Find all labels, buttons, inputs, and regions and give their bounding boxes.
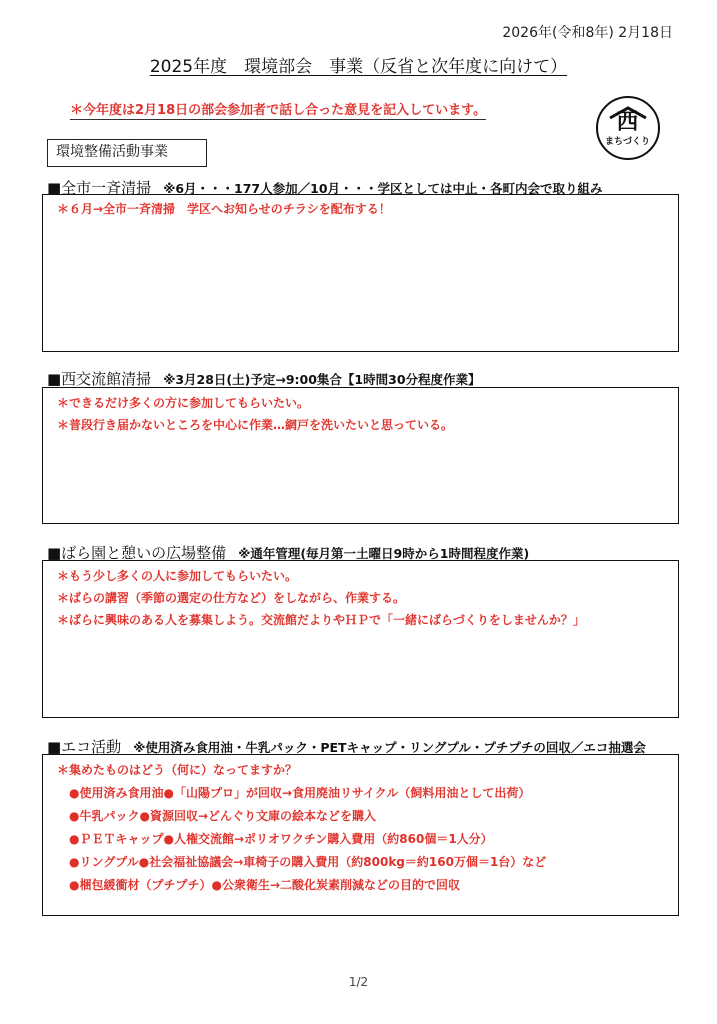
section-note: ※6月・・・177人参加／10月・・・学区としては中止・各町内会で取り組み	[163, 181, 603, 196]
category-label: 環境整備活動事業	[47, 139, 207, 167]
section-name: ■全市一斉清掃	[47, 179, 152, 197]
comment-line: ＊普段行き届かないところを中心に作業…網戸を洗いたいと思っている。	[57, 418, 454, 432]
comment-line: ●牛乳パック●資源回収→どんぐり文庫の絵本などを購入	[69, 809, 376, 823]
comment-line: ＊集めたものはどう（何に）なってますか？	[57, 763, 298, 777]
logo-character: 西	[616, 110, 639, 135]
section-name: ■西交流館清掃	[47, 370, 152, 388]
comment-line: ＊ばらに興味のある人を募集しよう。交流館だよりやＨＰで「一緒にばらづくりをしませんか？」	[57, 613, 585, 627]
section-name: ■ばら園と憩いの広場整備	[47, 544, 227, 562]
comment-line: ●使用済み食用油●「山陽プロ」が回収→食用廃油リサイクル（飼料用油として出荷）	[69, 786, 531, 800]
section-box-eco	[42, 754, 679, 916]
section-note: ※使用済み食用油・牛乳パック・PETキャップ・リングプル・プチプチの回収／エコ抽選会	[133, 740, 646, 755]
notice-text: ＊今年度は2月18日の部会参加者で話し合った意見を記入しています。	[70, 99, 486, 120]
comment-line: ●リングプル●社会福祉協議会→車椅子の購入費用（約800kg＝約160万個＝1台）など	[69, 855, 547, 869]
comment-line: ●梱包緩衝材（プチプチ）●公衆衛生→二酸化炭素削減などの目的で回収	[69, 878, 460, 892]
section-note: ※通年管理(毎月第一土曜日9時から1時間程度作業)	[238, 546, 530, 561]
comment-line: ＊できるだけ多くの方に参加してもらいたい。	[57, 396, 310, 410]
section-name: ■エコ活動	[47, 738, 122, 756]
document-date: 2026年(令和8年) 2月18日	[502, 25, 673, 41]
machizukuri-logo	[596, 96, 660, 160]
comment-line: ＊もう少し多くの人に参加してもらいたい。	[57, 569, 298, 583]
document-title	[0, 52, 717, 77]
section-box-barazono	[42, 560, 679, 718]
section-heading-koryukan-seisou	[47, 368, 481, 389]
section-note: ※3月28日(土)予定→9:00集合【1時間30分程度作業】	[163, 372, 481, 387]
comment-line: ●ＰＥＴキャップ●人権交流館→ポリオワクチン購入費用（約860個＝1人分）	[69, 832, 493, 846]
document-title-text: 2025年度 環境部会 事業（反省と次年度に向けて）	[149, 57, 568, 77]
section-box-koryukan-seisou	[42, 387, 679, 524]
comment-line: ＊６月→全市一斉清掃 学区へお知らせのチラシを配布する！	[57, 202, 391, 216]
page-number: 1/2	[348, 975, 369, 989]
logo-subtitle: まちづくり	[605, 137, 650, 147]
comment-line: ＊ばらの講習（季節の選定の仕方など）をしながら、作業する。	[57, 591, 406, 605]
section-box-zenshi-seisou	[42, 194, 679, 352]
